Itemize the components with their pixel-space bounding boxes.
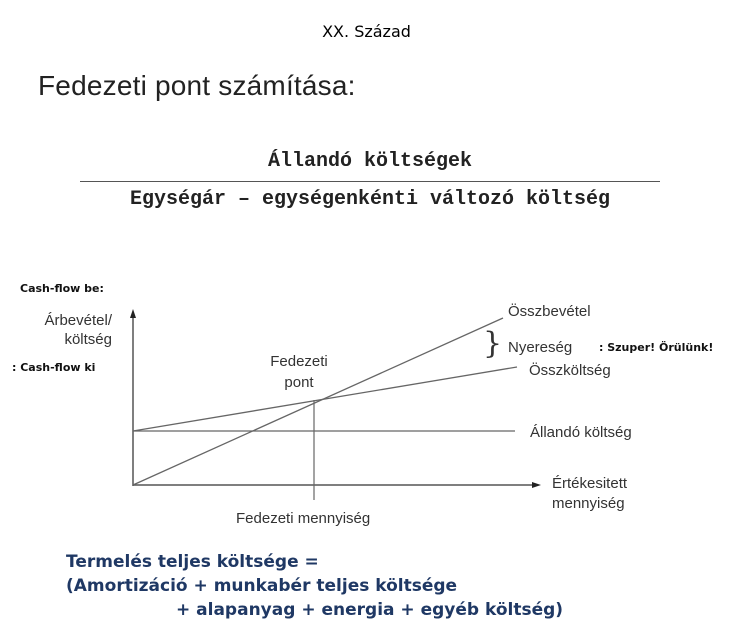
y-axis-label: Árbevétel/ költség [44, 312, 112, 348]
total-cost-label: Összköltség [529, 362, 611, 379]
cash-out-note: : Cash-flow ki [12, 361, 96, 374]
breakeven-point-label: Fedezeti pont [270, 353, 328, 391]
total-revenue-line [133, 318, 503, 485]
century-header: XX. Század [322, 22, 411, 41]
fixed-cost-label: Állandó költség [530, 424, 632, 441]
profit-brace: } [483, 326, 503, 361]
profit-label: Nyereség [508, 339, 573, 356]
profit-comment: : Szuper! Örülünk! [599, 341, 714, 354]
formula-denominator: Egységár – egységenkénti változó költség [129, 188, 611, 211]
page-title: Fedezeti pont számítása: [38, 70, 356, 101]
formula-numerator: Állandó költségek [267, 150, 473, 173]
y-axis-arrow-icon [130, 309, 136, 318]
breakeven-quantity-label: Fedezeti mennyiség [236, 510, 371, 527]
cash-in-note: Cash-flow be: [20, 282, 104, 295]
total-revenue-label: Összbevétel [508, 303, 591, 320]
x-axis-arrow-icon [532, 482, 541, 488]
x-axis-label: Értékesitett mennyiség [552, 475, 628, 512]
total-cost-definition: Termelés teljes költsége = (Amortizáció + munkabér teljes költsége + alapanyag + energia + egyéb költség) [66, 552, 564, 620]
